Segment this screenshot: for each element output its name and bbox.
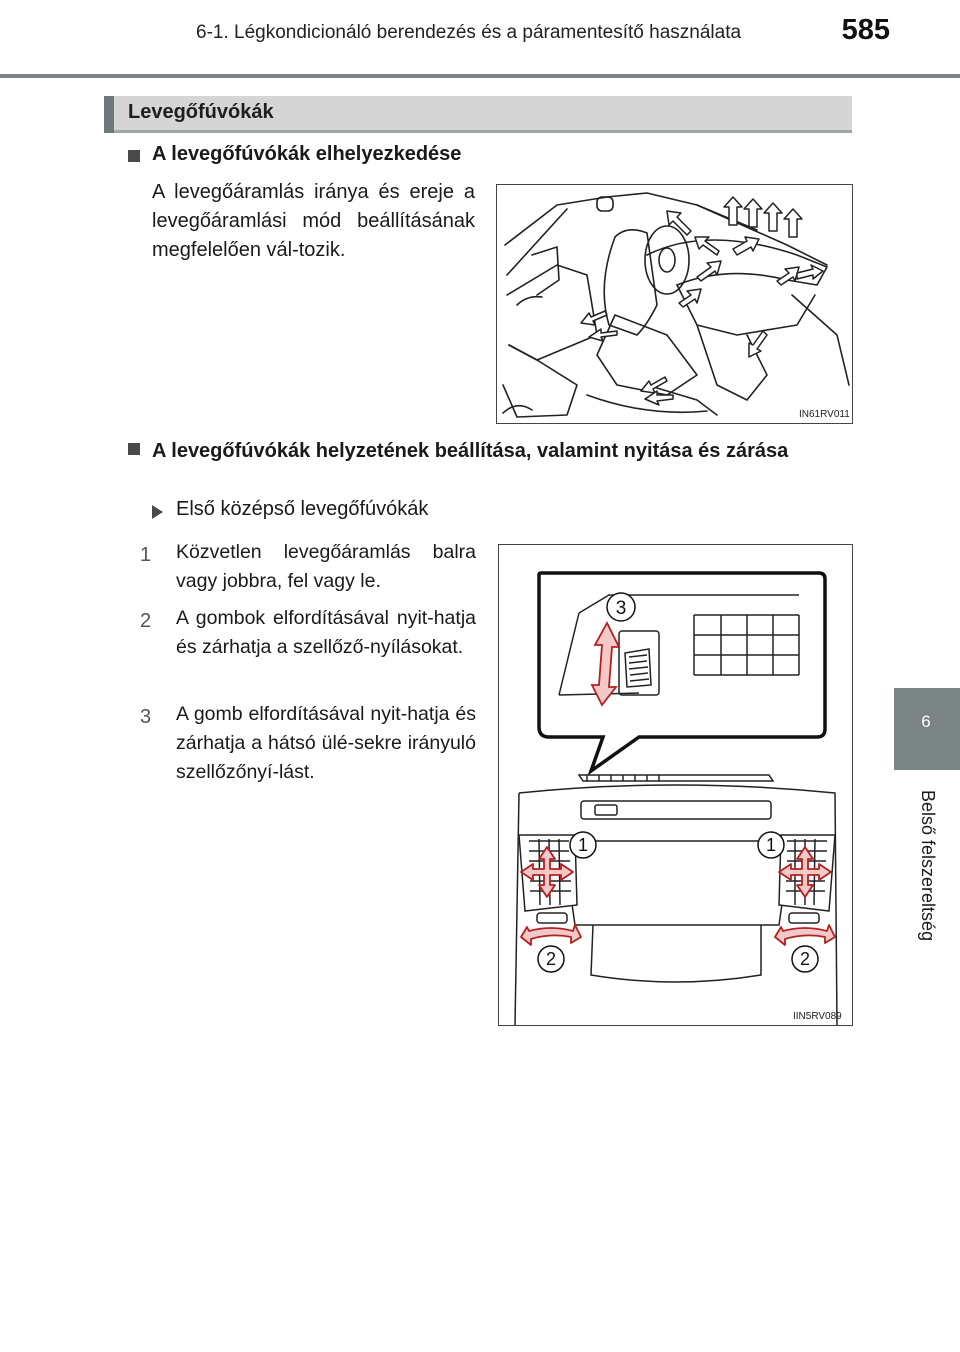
front-center-vents-subheading: Első középső levegőfúvókák <box>176 498 429 520</box>
callout-2: 2 <box>545 949 557 969</box>
item-text: A gombok elfordításával nyit-hatja és zárhatja a szellőző-nyílásokat. <box>176 607 476 658</box>
item-number: 2 <box>140 610 152 632</box>
running-header-title: 6-1. Légkondicionáló berendezés és a páramentesítő használata <box>196 22 742 43</box>
triangle-bullet-icon <box>152 505 163 519</box>
item-number: 3 <box>140 706 152 728</box>
callout-1: 1 <box>765 835 777 855</box>
page-number: 585 <box>841 14 890 46</box>
car-interior-illustration <box>497 185 852 423</box>
callout-2: 2 <box>799 949 811 969</box>
section-header-accent <box>104 96 114 133</box>
item-number: 1 <box>140 544 152 566</box>
figure-code: IN61RV011 <box>799 409 850 420</box>
chapter-title: Belső felszereltség <box>918 790 938 942</box>
vent-locations-figure <box>496 184 853 424</box>
callout-1: 1 <box>577 835 589 855</box>
section-title: Levegőfúvókák <box>128 101 274 123</box>
chapter-number: 6 <box>921 712 931 731</box>
adjust-heading: A levegőfúvókák helyzetének beállítása, valamint nyitása és zárása <box>152 440 789 462</box>
location-paragraph: A levegőáramlás iránya és ereje a levegőáramlási mód beállításának megfelelően vál-tozik. <box>152 181 475 261</box>
callout-3: 3 <box>615 598 627 619</box>
figure-code: IIN5RV089 <box>793 1011 842 1022</box>
square-bullet-icon <box>128 443 140 455</box>
item-text: A gomb elfordításával nyit-hatja és zárhatja a hátsó ülé-sekre irányuló szellőzőnyí-lást. <box>176 703 476 783</box>
square-bullet-icon <box>128 150 140 162</box>
item-text: Közvetlen levegőáramlás balra vagy jobbra, fel vagy le. <box>176 541 476 592</box>
center-vents-illustration <box>499 545 852 1025</box>
location-heading: A levegőfúvókák elhelyezkedése <box>152 143 462 165</box>
front-center-vents-figure <box>498 544 853 1026</box>
header-rule <box>0 74 960 78</box>
